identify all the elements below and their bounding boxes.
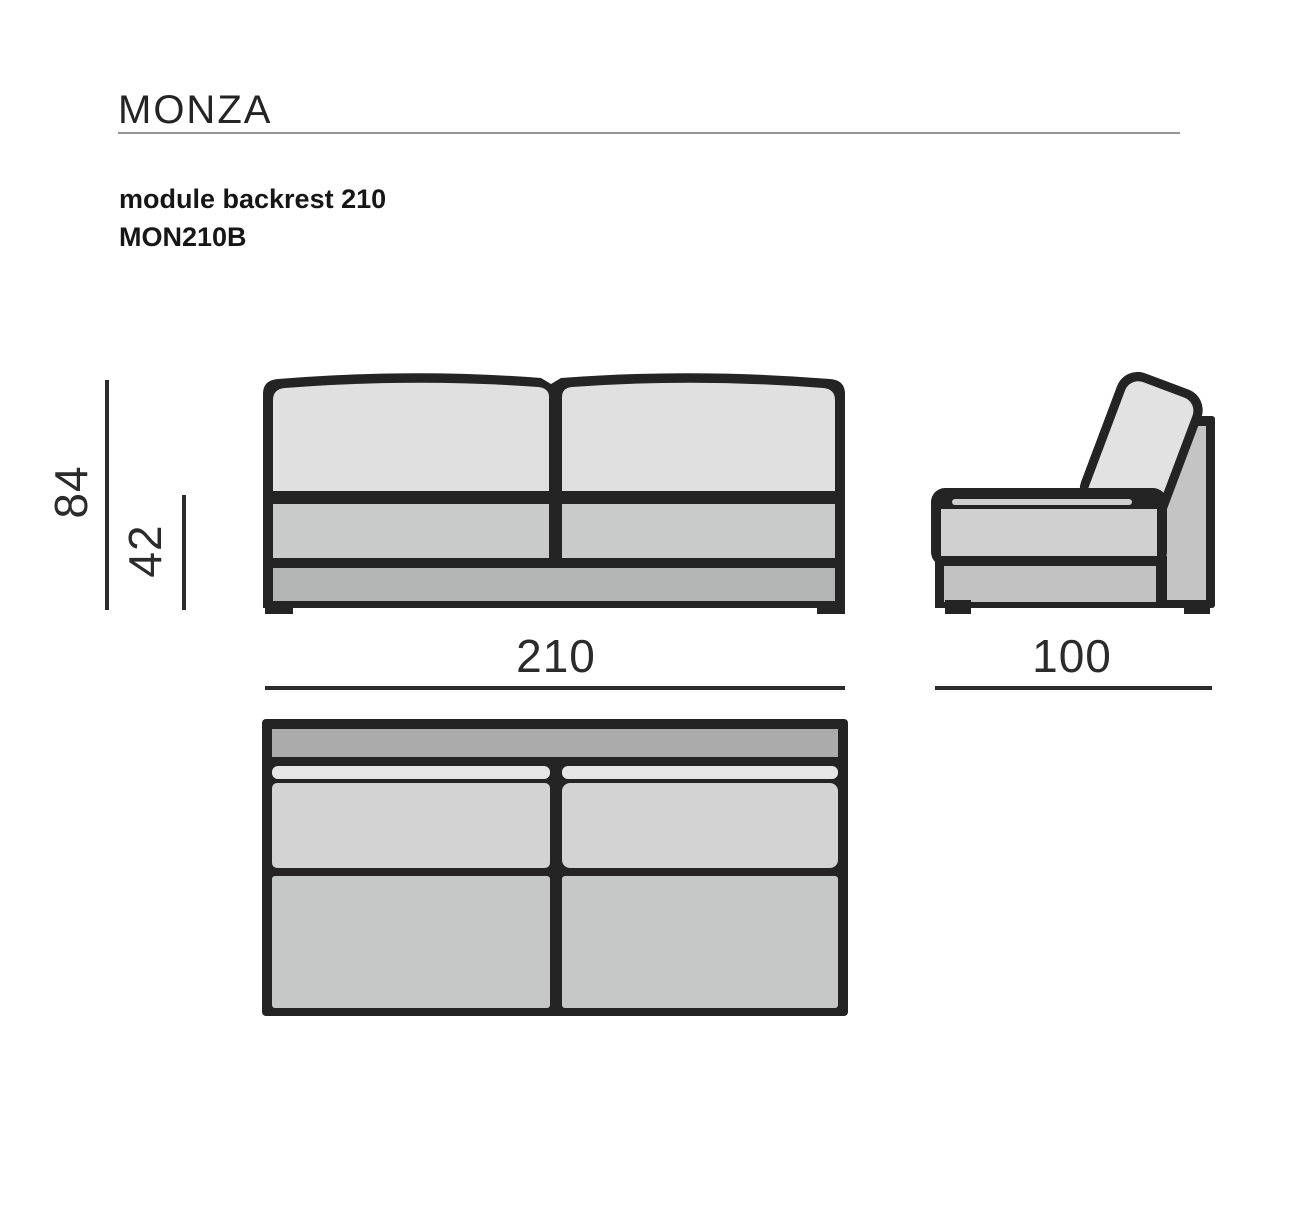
top-view bbox=[262, 719, 848, 1016]
product-code: MON210B bbox=[119, 222, 247, 252]
front-view-foot-right bbox=[817, 600, 845, 614]
side-view-base bbox=[944, 566, 1156, 602]
top-view-cushion-strip-left bbox=[272, 766, 550, 779]
side-view-seat bbox=[941, 509, 1157, 557]
front-view-foot-left bbox=[265, 600, 293, 614]
side-view-foot-right bbox=[1184, 600, 1210, 614]
front-view-backrest-cushion-left bbox=[273, 383, 549, 491]
top-view-back-rail bbox=[272, 729, 838, 757]
front-view-base bbox=[273, 568, 835, 601]
product-name: module backrest 210 bbox=[119, 184, 387, 214]
front-view-seat-left bbox=[273, 504, 549, 558]
top-view-seat-left bbox=[272, 876, 550, 1008]
width-dimension-label: 210 bbox=[516, 630, 596, 682]
top-view-backrest-left bbox=[272, 783, 550, 868]
top-view-cushion-strip-right bbox=[562, 766, 838, 779]
top-view-seat-right bbox=[562, 876, 838, 1008]
seat-height-dimension-label: 42 bbox=[119, 524, 171, 578]
front-view-seat-right bbox=[562, 504, 835, 558]
side-view bbox=[931, 366, 1215, 614]
height-dimension-label: 84 bbox=[45, 465, 97, 519]
collection-title: MONZA bbox=[118, 88, 273, 132]
front-view bbox=[263, 373, 845, 614]
top-view-backrest-right bbox=[562, 783, 838, 868]
side-view-seat-top-sliver bbox=[952, 499, 1132, 505]
side-view-foot-left bbox=[945, 600, 971, 614]
front-view-backrest-cushion-right bbox=[562, 383, 835, 491]
depth-dimension-label: 100 bbox=[1032, 630, 1112, 682]
